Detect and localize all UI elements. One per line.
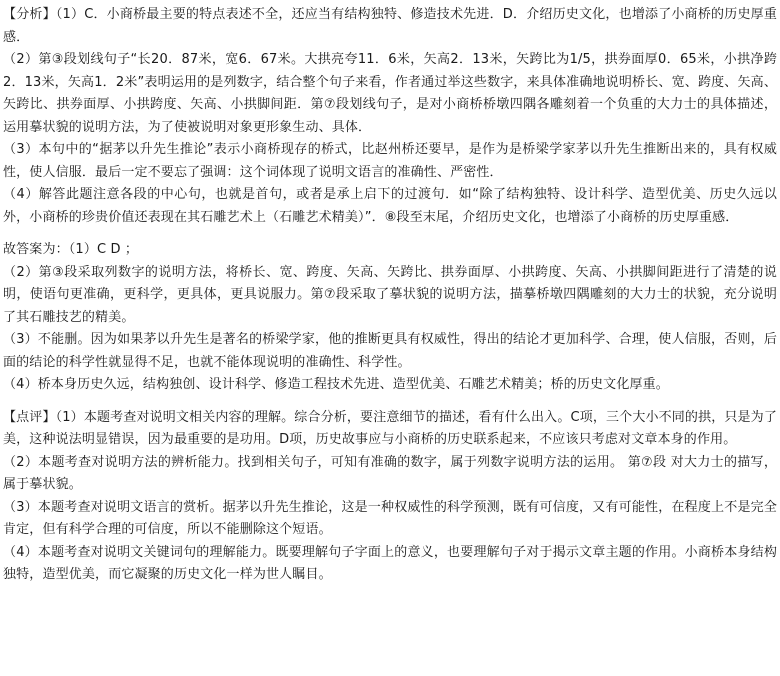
answer-section	[3, 239, 777, 397]
comment-paragraph-1: 【点评】（1）本题考查对说明文相关内容的理解。综合分析，要注意细节的描述，看有什么出入。C项，三个大小不同的拱，只是为了美，这种说法明显错误，因为最重要的是功用。D项，历史故事应与小商桥的历史联系起来，不应该只考虑对文章本身的作用。	[3, 409, 777, 447]
solution-document	[3, 4, 777, 587]
analysis-paragraph-3: （3）本句中的“据茅以升先生推论”表示小商桥现存的桥式，比赵州桥还要早，是作为是桥梁学家茅以升先生推断出来的，具有权威性，使人信服．最后一定不要忘了强调：这个词体现了说明文语言的准确性、严密性．	[3, 142, 777, 180]
answer-paragraph-4: （4）桥本身历史久远，结构独创、设计科学、修造工程技术先进、造型优美、石雕艺术精美；桥的历史文化厚重。	[3, 377, 669, 392]
analysis-paragraph-2: （2）第③段划线句子“长20．87米，宽6．67米。大拱亮夸11．6米，矢高2．13米，矢跨比为1/5，拱券面厚0．65米，小拱净跨2．13米，矢高1．2米”表明运用的是列数字，结合整个句子来看，作者通过举这些数字，来具体准确地说明桥长、宽、跨度、矢高、矢跨比、拱券面厚、小拱跨度、矢高、小拱脚间距．第⑦段划线句子，是对小商桥桥墩四隅各雕刻着一个负重的大力士的具体描述，运用摹状貌的说明方法，为了使被说明对象更形象生动、具体．	[3, 52, 777, 135]
answer-paragraph-1: 故答案为：（1）C D ；	[3, 242, 139, 257]
comment-paragraph-2: （2）本题考查对说明方法的辨析能力。找到相关句子，可知有准确的数字，属于列数字说明方法的运用。 第⑦段 对大力士的描写，属于摹状貌。	[3, 454, 777, 492]
section-spacer	[3, 397, 777, 407]
comment-section	[3, 407, 777, 587]
analysis-section	[3, 4, 777, 229]
comment-paragraph-4: （4）本题考查对说明文关键词句的理解能力。既要理解句子字面上的意义，也要理解句子对于揭示文章主题的作用。小商桥本身结构独特，造型优美，而它凝聚的历史文化一样为世人瞩目。	[3, 544, 777, 582]
analysis-paragraph-4: （4）解答此题注意各段的中心句，也就是首句，或者是承上启下的过渡句．如“除了结构独特、设计科学、造型优美、历史久远以外，小商桥的珍贵价值还表现在其石雕艺术上（石雕艺术精美）”．⑧段至末尾，介绍历史文化，也增添了小商桥的历史厚重感．	[3, 187, 777, 225]
answer-paragraph-3: （3）不能删。因为如果茅以升先生是著名的桥梁学家，他的推断更具有权威性，得出的结论才更加科学、合理，使人信服，否则，后面的结论的科学性就显得不足，也就不能体现说明的准确性、科学性。	[3, 332, 777, 370]
answer-paragraph-2: （2）第③段采取列数字的说明方法，将桥长、宽、跨度、矢高、矢跨比、拱券面厚、小拱跨度、矢高、小拱脚间距进行了清楚的说明，使语句更准确，更科学，更具体，更具说服力。第⑦段采取了摹状貌的说明方法，描摹桥墩四隅雕刻的大力士的状貌，充分说明了其石雕技艺的精美。	[3, 264, 777, 325]
section-spacer	[3, 229, 777, 239]
analysis-paragraph-1: 【分析】（1）C．小商桥最主要的特点表述不全，还应当有结构独特、修造技术先进．D．介绍历史文化，也增添了小商桥的历史厚重感．	[3, 7, 777, 45]
comment-paragraph-3: （3）本题考查对说明文语言的赏析。据茅以升先生推论，这是一种权威性的科学预测，既有可信度，又有可能性，在程度上不是完全肯定，但有科学合理的可信度，所以不能删除这个短语。	[3, 499, 777, 537]
